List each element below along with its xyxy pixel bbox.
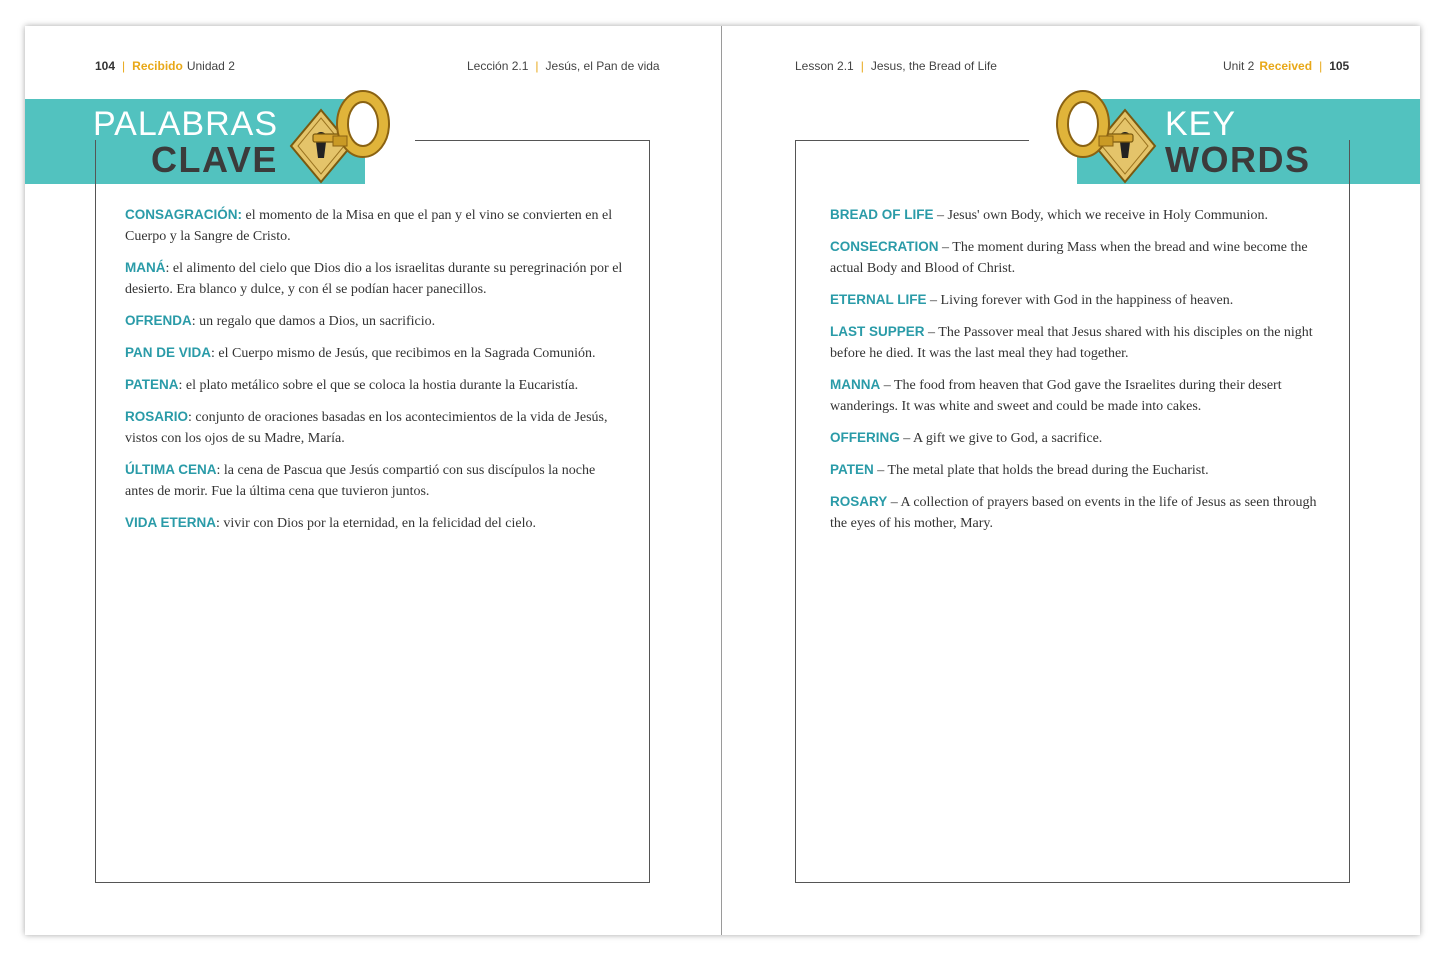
- glossary-entry: LAST SUPPER – The Passover meal that Jesus shared with his disciples on the night before he died. It was the last meal they had together.: [830, 324, 1313, 361]
- key-words-list: [830, 204, 1330, 544]
- right-lesson: Lesson 2.1: [795, 59, 854, 73]
- left-lesson-title: Jesús, el Pan de vida: [545, 59, 660, 73]
- right-unit-accent: Received: [1259, 59, 1313, 73]
- glossary-entry: BREAD OF LIFE – Jesus' own Body, which we receive in Holy Communion.: [830, 207, 1268, 223]
- page-gutter: [721, 26, 722, 935]
- glossary-entry: MANNA – The food from heaven that God gave the Israelites during their desert wanderings. It was white and sweet and could be made into cakes.: [830, 377, 1282, 414]
- glossary-entry: ROSARY – A collection of prayers based on events in the life of Jesus as seen through the eyes of his mother, Mary.: [830, 494, 1317, 531]
- left-unit-accent: Recibido: [132, 59, 183, 73]
- right-lesson-title: Jesus, the Bread of Life: [870, 59, 997, 73]
- glossary-entry: ÚLTIMA CENA: la cena de Pascua que Jesús compartió con sus discípulos la noche antes de morir. Fue la última cena que tuvieron juntos.: [125, 462, 596, 499]
- right-page-number: 105: [1329, 59, 1350, 73]
- glossary-entry: PATENA: el plato metálico sobre el que se coloca la hostia durante la Eucaristía.: [125, 377, 579, 393]
- palabras-clave-title: PALABRAS CLAVE: [93, 105, 279, 180]
- glossary-entry: PATEN – The metal plate that holds the bread during the Eucharist.: [830, 462, 1209, 478]
- key-words-title: KEY WORDS: [1165, 105, 1311, 180]
- glossary-entry: PAN DE VIDA: el Cuerpo mismo de Jesús, que recibimos en la Sagrada Comunión.: [125, 345, 596, 361]
- glossary-entry: CONSAGRACIÓN: el momento de la Misa en que el pan y el vino se convierten en el Cuerpo y la Sangre de Cristo.: [125, 207, 613, 244]
- palabras-clave-list: [125, 204, 625, 544]
- glossary-entry: MANÁ: el alimento del cielo que Dios dio a los israelitas durante su peregrinación por el desierto. Era blanco y dulce, y con él se podían hacer panecillos.: [125, 260, 623, 297]
- left-lesson: Lección 2.1: [467, 59, 529, 73]
- left-unit-label: Unidad 2: [186, 59, 235, 73]
- right-box-top-border: [795, 140, 1029, 141]
- book-spread: [25, 26, 1420, 935]
- glossary-entry: OFRENDA: un regalo que damos a Dios, un sacrificio.: [125, 313, 436, 329]
- left-lesson-header: Lección 2.1 | Jesús, el Pan de vida: [467, 59, 660, 73]
- right-lesson-header: Lesson 2.1 | Jesus, the Bread of Life: [795, 59, 997, 73]
- glossary-entry: ROSARIO: conjunto de oraciones basadas en los acontecimientos de la vida de Jesús, vistos con los ojos de su Madre, María.: [125, 409, 608, 446]
- glossary-entry: CONSECRATION – The moment during Mass when the bread and wine become the actual Body and Blood of Christ.: [830, 239, 1308, 276]
- glossary-entry: VIDA ETERNA: vivir con Dios por la eternidad, en la felicidad del cielo.: [125, 515, 536, 531]
- glossary-entry: ETERNAL LIFE – Living forever with God in the happiness of heaven.: [830, 292, 1234, 308]
- left-page-number: 104: [95, 59, 116, 73]
- glossary-entry: OFFERING – A gift we give to God, a sacrifice.: [830, 430, 1103, 446]
- right-running-header: Unit 2 Received | 105: [1223, 59, 1350, 73]
- left-running-header: 104 | Recibido Unidad 2: [95, 59, 235, 73]
- right-unit-label: Unit 2: [1223, 59, 1255, 73]
- left-box-top-border: [415, 140, 649, 141]
